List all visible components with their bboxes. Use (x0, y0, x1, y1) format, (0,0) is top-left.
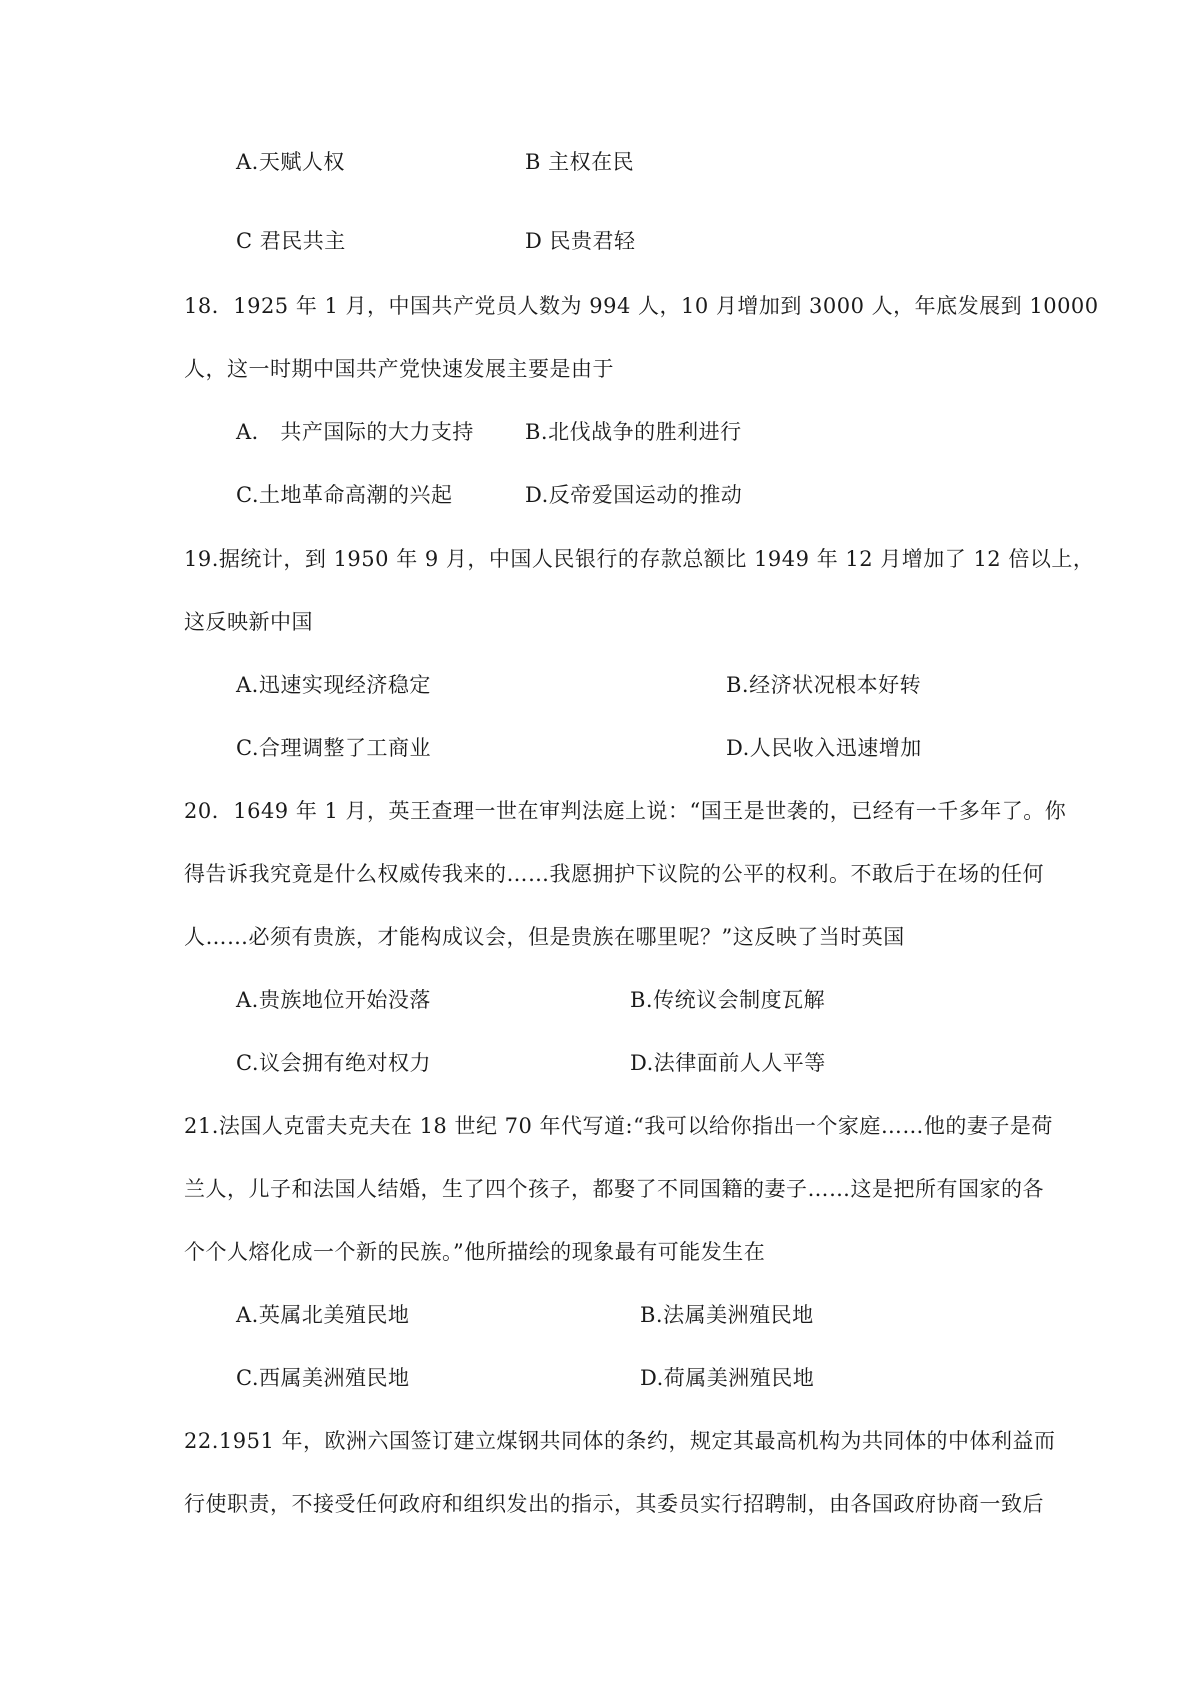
q17-option-b: B 主权在民 (525, 150, 635, 174)
q21-option-b: B.法属美洲殖民地 (640, 1303, 814, 1327)
q21-option-d: D.荷属美洲殖民地 (640, 1366, 815, 1390)
q19-option-d: D.人民收入迅速增加 (726, 736, 922, 760)
q19-stem-line-2: 这反映新中国 (184, 610, 313, 634)
q18-stem-line-2: 人，这一时期中国共产党快速发展主要是由于 (184, 357, 614, 381)
q18-stem-line-1: 18．1925 年 1 月，中国共产党员人数为 994 人，10 月增加到 3000 人，年底发展到 10000 (184, 294, 1099, 318)
q20-option-b: B.传统议会制度瓦解 (630, 988, 826, 1012)
q18-option-c: C.土地革命高潮的兴起 (236, 483, 453, 507)
q21-stem-line-3: 个个人熔化成一个新的民族。”他所描绘的现象最有可能发生在 (184, 1240, 766, 1264)
q18-option-a: A． 共产国际的大力支持 (236, 420, 474, 444)
q19-stem-line-1: 19.据统计，到 1950 年 9 月，中国人民银行的存款总额比 1949 年 12 月增加了 12 倍以上， (184, 547, 1095, 571)
q21-stem-line-2: 兰人，儿子和法国人结婚，生了四个孩子，都娶了不同国籍的妻子……这是把所有国家的各 (184, 1177, 1044, 1201)
q18-option-d: D.反帝爱国运动的推动 (525, 483, 743, 507)
q20-option-c: C.议会拥有绝对权力 (236, 1051, 431, 1075)
q20-option-d: D.法律面前人人平等 (630, 1051, 826, 1075)
q21-option-c: C.西属美洲殖民地 (236, 1366, 410, 1390)
q19-option-a: A.迅速实现经济稳定 (236, 673, 431, 697)
q22-stem-line-2: 行使职责，不接受任何政府和组织发出的指示，其委员实行招聘制，由各国政府协商一致后 (184, 1492, 1044, 1516)
q21-stem-line-1: 21.法国人克雷夫克夫在 18 世纪 70 年代写道:“我可以给你指出一个家庭……他的妻子是荷 (184, 1114, 1053, 1138)
q20-option-a: A.贵族地位开始没落 (236, 988, 431, 1012)
q20-stem-line-1: 20．1649 年 1 月，英王查理一世在审判法庭上说：“国王是世袭的，已经有一千多年了。你 (184, 799, 1067, 823)
q19-option-b: B.经济状况根本好转 (726, 673, 922, 697)
q21-option-a: A.英属北美殖民地 (236, 1303, 410, 1327)
q17-option-c: C 君民共主 (236, 229, 346, 253)
q20-stem-line-2: 得告诉我究竟是什么权威传我来的……我愿拥护下议院的公平的权利。不敢后于在场的任何 (184, 862, 1044, 886)
q17-option-a: A.天赋人权 (236, 150, 345, 174)
q19-option-c: C.合理调整了工商业 (236, 736, 431, 760)
q17-option-d: D 民贵君轻 (525, 229, 636, 253)
q18-option-b: B.北伐战争的胜利进行 (525, 420, 742, 444)
q22-stem-line-1: 22.1951 年，欧洲六国签订建立煤钢共同体的条约，规定其最高机构为共同体的中体利益而 (184, 1429, 1056, 1453)
q20-stem-line-3: 人……必须有贵族，才能构成议会，但是贵族在哪里呢？”这反映了当时英国 (184, 925, 905, 949)
